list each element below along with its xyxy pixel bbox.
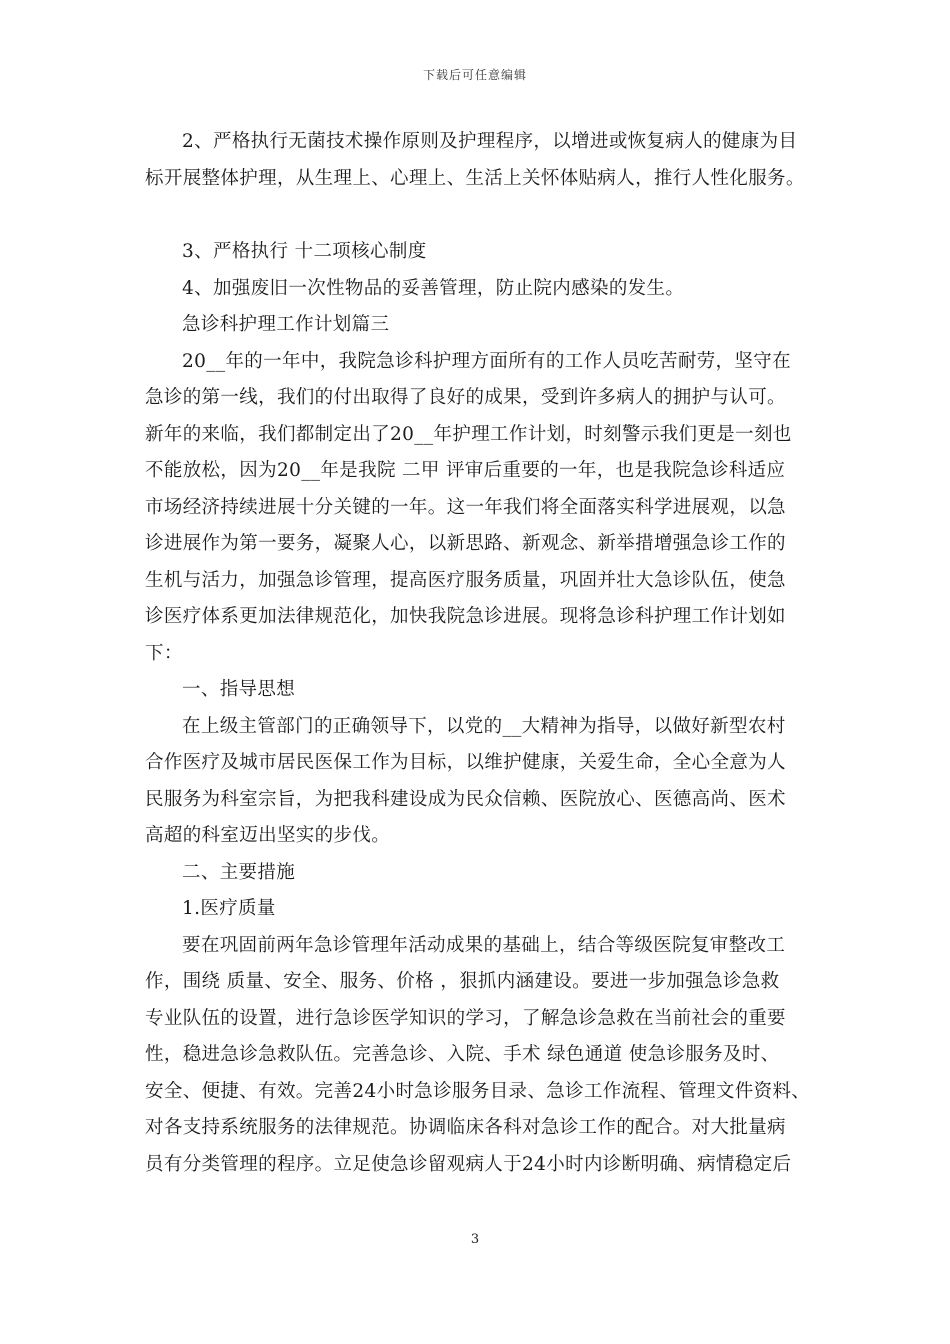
text-line: 专业队伍的设置，进行急诊医学知识的学习，了解急诊急救在当前社会的重要 <box>145 1007 786 1029</box>
text-line: 不能放松，因为20__年是我院 二甲 评审后重要的一年，也是我院急诊科适应 <box>145 460 786 481</box>
text-line: 标开展整体护理，从生理上、心理上、生活上关怀体贴病人，推行人性化服务。 <box>145 167 805 189</box>
page-number: 3 <box>470 1232 480 1247</box>
text-line: 民服务为科室宗旨，为把我科建设成为民众信赖、医院放心、医德高尚、医术 <box>145 788 786 810</box>
heading-medical-quality <box>145 891 815 928</box>
text-line: 安全、便捷、有效。完善24小时急诊服务目录、急诊工作流程、管理文件资料、 <box>145 1080 811 1102</box>
document-body <box>145 124 815 1183</box>
text-line: 4、加强废旧一次性物品的妥善管理，防止院内感染的发生。 <box>182 277 685 299</box>
paragraph-guiding-ideology <box>145 709 815 855</box>
text-line: 二、主要措施 <box>182 861 296 883</box>
text-line: 市场经济持续进展十分关键的一年。这一年我们将全面落实科学进展观，以急 <box>145 496 786 518</box>
text-line: 急诊科护理工作计划篇三 <box>182 314 390 335</box>
text-line: 1.医疗质量 <box>182 898 276 919</box>
text-line: 诊医疗体系更加法律规范化，加快我院急诊进展。现将急诊科护理工作计划如 <box>145 606 786 627</box>
paragraph-waste-management <box>145 271 815 308</box>
text-line: 作，围绕 质量、安全、服务、价格 ，狠抓内涵建设。要进一步加强急诊急救 <box>145 971 780 992</box>
text-line: 在上级主管部门的正确领导下，以党的__大精神为指导，以做好新型农村 <box>182 715 786 737</box>
page-header: 下载后可任意编辑 <box>422 68 527 82</box>
text-line: 3、严格执行 十二项核心制度 <box>182 241 427 262</box>
text-line: 下： <box>145 642 183 664</box>
paragraph-aseptic <box>145 124 815 197</box>
text-line: 员有分类管理的程序。立足使急诊留观病人于24小时内诊断明确、病情稳定后 <box>145 1153 792 1175</box>
text-line: 急诊的第一线，我们的付出取得了良好的成果，受到许多病人的拥护与认可。 <box>145 387 786 408</box>
text-line: 对各支持系统服务的法律规范。协调临床各科对急诊工作的配合。对大批量病 <box>145 1117 786 1138</box>
text-line: 性，稳进急诊急救队伍。完善急诊、入院、手术 绿色通道 使急诊服务及时、 <box>145 1044 780 1065</box>
text-line: 一、指导思想 <box>182 679 296 700</box>
text-line: 生机与活力，加强急诊管理，提高医疗服务质量，巩固并壮大急诊队伍，使急 <box>145 569 786 591</box>
section-title <box>145 307 815 344</box>
text-line: 高超的科室迈出坚实的步伐。 <box>145 825 391 846</box>
text-line: 2、严格执行无菌技术操作原则及护理程序，以增进或恢复病人的健康为目 <box>182 131 798 152</box>
heading-guiding-ideology <box>145 672 815 709</box>
paragraph-spacer <box>145 197 815 234</box>
text-line: 新年的来临，我们都制定出了20__年护理工作计划，时刻警示我们更是一刻也 <box>145 423 792 445</box>
text-line: 20__年的一年中，我院急诊科护理方面所有的工作人员吃苦耐劳，坚守在 <box>182 350 791 372</box>
text-line: 要在巩固前两年急诊管理年活动成果的基础上，结合等级医院复审整改工 <box>182 934 786 956</box>
paragraph-medical-quality <box>145 928 815 1184</box>
paragraph-core-system <box>145 234 815 271</box>
text-line: 合作医疗及城市居民医保工作为目标，以维护健康，关爱生命，全心全意为人 <box>145 752 786 773</box>
paragraph-intro <box>145 344 815 673</box>
text-line: 诊进展作为第一要务，凝聚人心，以新思路、新观念、新举措增强急诊工作的 <box>145 533 786 554</box>
heading-main-measures <box>145 855 815 892</box>
